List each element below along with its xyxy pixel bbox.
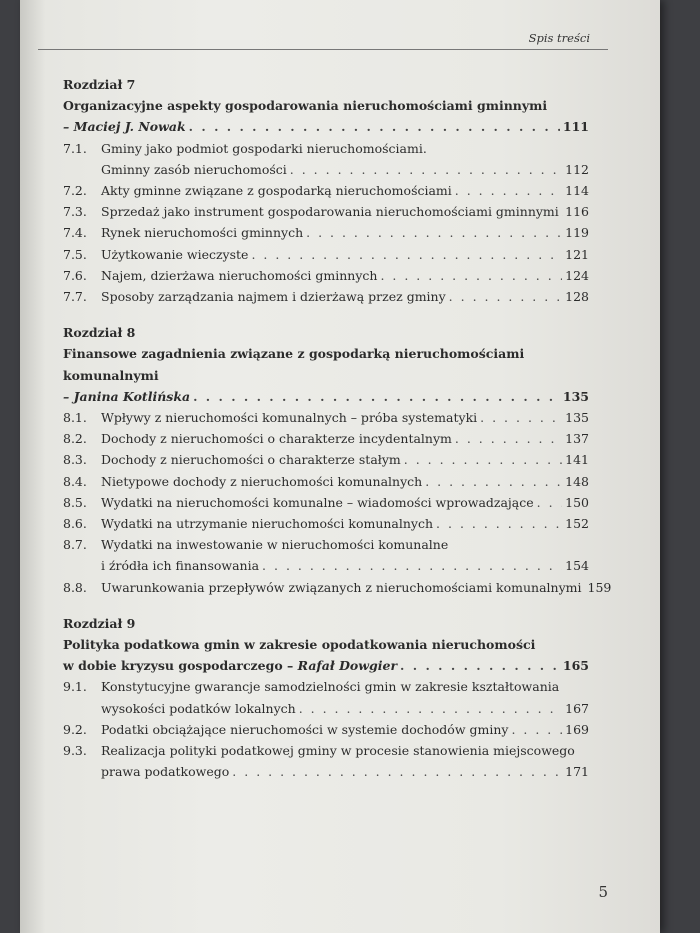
chapter-8 [63,322,612,598]
section-title-line1: Realizacja polityki podatkowej gminy w procesie stanowienia miejscowego [101,743,575,759]
leader-dots [425,471,562,492]
toc-entry-8-3[interactable] [63,449,589,470]
header-rule [38,49,608,50]
section-title: Sposoby zarządzania najmem i dzierżawą przez gminy [101,289,446,305]
chapter-label: Rozdział 7 [63,77,136,92]
chapter-title-line2: w dobie kryzysu gospodarczego – [63,658,294,674]
leader-dots [404,449,562,470]
section-title: wysokości podatków lokalnych [101,700,296,716]
page-ref: 152 [565,516,589,532]
toc-entry-8-1[interactable] [63,407,589,428]
table-of-contents [63,74,612,798]
section-number: 8.3. [63,452,87,468]
section-number: 8.1. [63,410,87,426]
section-title: Akty gminne związane z gospodarką nieruchomościami [101,183,452,199]
section-title: Dochody z nieruchomości o charakterze stałym [101,452,401,468]
section-title: Dochody z nieruchomości o charakterze incydentalnym [101,431,452,447]
page-ref: 171 [565,764,589,780]
leader-dots [290,159,562,180]
leader-dots [455,180,562,201]
page-ref: 124 [565,267,589,283]
section-number: 8.8. [63,579,87,595]
toc-entry-8-6[interactable] [63,513,589,534]
section-number: 7.2. [63,183,87,199]
toc-entry-7-2[interactable] [63,180,589,201]
section-number: 8.5. [63,494,87,510]
chapter-author: – Maciej J. Nowak [63,119,186,135]
chapter-title: Polityka podatkowa gmin w zakresie opodatkowania nieruchomości [63,637,536,653]
page-ref: 114 [565,183,589,199]
toc-entry-7-7[interactable] [63,286,589,307]
section-number: 8.7. [63,537,87,553]
section-title: Wpływy z nieruchomości komunalnych – próba systematyki [101,410,478,426]
section-number: 7.7. [63,289,87,305]
page-ref: 135 [565,410,589,426]
section-title: Wydatki na nieruchomości komunalne – wiadomości wprowadzające [101,494,534,510]
section-title: Gminny zasób nieruchomości [101,161,287,177]
chapter-label: Rozdział 8 [63,325,136,341]
page-ref: 128 [565,289,589,305]
chapter-author-row[interactable] [63,386,589,407]
leader-dots [449,286,562,307]
leader-dots [232,761,562,782]
chapter-7 [63,74,589,307]
section-number: 8.6. [63,516,87,532]
section-title: Rynek nieruchomości gminnych [101,225,304,241]
section-number: 7.6. [63,267,87,283]
page-ref: 154 [565,558,589,574]
section-title-line1: Gminy jako podmiot gospodarki nieruchomościami. [101,140,427,156]
section-number: 9.3. [63,743,87,759]
section-number: 8.4. [63,473,87,489]
page-ref: 111 [562,119,589,135]
page-header [20,0,660,50]
page-number: 5 [598,883,608,901]
toc-entry-7-4[interactable] [63,222,589,243]
section-title: Nietypowe dochody z nieruchomości komunalnych [101,473,423,489]
section-number: 7.1. [63,140,87,156]
leader-dots [480,407,562,428]
section-title: Sprzedaż jako instrument gospodarowania nieruchomościami gminnymi [101,204,559,220]
section-number: 8.2. [63,431,87,447]
running-title: Spis treści [528,31,590,45]
toc-entry-9-2[interactable] [63,719,589,740]
leader-dots [537,492,562,513]
section-title: prawa podatkowego [101,764,230,780]
page-ref: 119 [565,225,589,241]
section-title-line1: Konstytucyjne gwarancje samodzielności gmin w zakresie kształtowania [101,679,560,695]
toc-entry-9-3[interactable] [63,740,589,782]
leader-dots [251,244,562,265]
section-number: 7.4. [63,225,87,241]
toc-entry-7-1[interactable] [63,138,589,180]
chapter-title: Organizacyjne aspekty gospodarowania nieruchomościami gminnymi [63,98,548,114]
page-ref: 159 [587,579,612,595]
section-number: 9.2. [63,721,87,737]
chapter-author-row[interactable] [63,655,589,676]
section-number: 9.1. [63,679,87,695]
page-ref: 148 [565,473,589,489]
section-title: i źródła ich finansowania [101,558,260,574]
leader-dots [262,555,562,576]
toc-entry-9-1[interactable] [63,676,589,718]
leader-dots [455,428,562,449]
section-number: 7.3. [63,204,87,220]
toc-entry-8-4[interactable] [63,471,589,492]
chapter-9 [63,613,589,783]
leader-dots [511,719,562,740]
page-ref: 167 [565,700,589,716]
leader-dots [189,116,560,137]
leader-dots [299,698,562,719]
leader-dots [436,513,562,534]
page-ref: 116 [565,204,589,220]
page-ref: 137 [565,431,589,447]
section-title: Uwarunkowania przepływów związanych z nieruchomościami komunalnymi [101,579,582,595]
page-ref: 121 [565,246,589,262]
section-title: Użytkowanie wieczyste [101,246,249,262]
leader-dots [400,655,560,676]
toc-entry-7-6[interactable] [63,265,589,286]
page-ref: 112 [565,161,589,177]
page-ref: 141 [565,452,589,468]
section-title: Wydatki na utrzymanie nieruchomości komunalnych [101,516,434,532]
chapter-author: Rafał Dowgier [297,658,398,674]
toc-entry-7-3[interactable] [63,201,589,222]
book-page [20,0,660,933]
leader-dots [306,222,562,243]
toc-entry-7-5[interactable] [63,244,589,265]
page-ref: 165 [562,658,589,674]
page-ref: 150 [565,494,589,510]
leader-dots [380,265,562,286]
page-ref: 135 [562,388,589,404]
leader-dots [193,386,560,407]
toc-entry-8-2[interactable] [63,428,589,449]
section-title-line1: Wydatki na inwestowanie w nieruchomości komunalne [101,537,449,553]
section-number: 7.5. [63,246,87,262]
section-title: Podatki obciążające nieruchomości w systemie dochodów gminy [101,721,509,737]
page-ref: 169 [565,721,589,737]
section-title: Najem, dzierżawa nieruchomości gminnych [101,267,378,283]
toc-entry-8-7[interactable] [63,534,589,576]
chapter-label: Rozdział 9 [63,615,136,631]
chapter-author-row[interactable] [63,116,589,137]
chapter-author: – Janina Kotlińska [63,388,191,404]
toc-entry-8-8[interactable] [63,577,612,598]
chapter-title: Finansowe zagadnienia związane z gospodarką nieruchomościami komunalnymi [63,346,525,383]
toc-entry-8-5[interactable] [63,492,589,513]
